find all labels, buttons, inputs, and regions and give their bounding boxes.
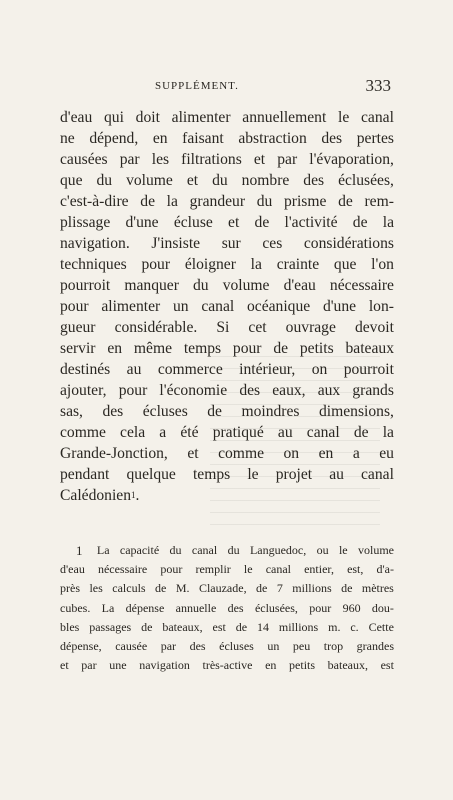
text-word: ces (262, 235, 283, 252)
footnote-word: La (96, 543, 110, 557)
text-word: ajouter, (60, 382, 107, 399)
footnote-word: de (141, 619, 153, 634)
text-word: d'eau (60, 109, 93, 126)
text-line (60, 464, 394, 485)
footnote-word: m. (328, 619, 341, 634)
text-word: de (254, 214, 270, 231)
text-word: sur (221, 235, 241, 252)
footnote-word: bles (60, 619, 80, 634)
text-word: Si (216, 319, 230, 336)
text-word: l'économie (159, 382, 228, 399)
text-word: comme (60, 424, 106, 441)
text-word: a (159, 424, 167, 441)
text-word: prisme (283, 193, 327, 210)
text-word: canal (201, 298, 235, 315)
text-word: Grande-Jonction, (60, 445, 168, 462)
footnote-word: des (189, 638, 206, 653)
footnote-word: bateaux, (162, 619, 203, 634)
footnote-word: c. (350, 619, 359, 634)
footnote-word: écluses (219, 638, 254, 653)
text-word: de (352, 214, 368, 231)
footnote-word: par (160, 638, 177, 653)
text-word: eu (379, 445, 394, 462)
text-line (60, 485, 394, 506)
text-word: manquer (124, 277, 179, 294)
text-word: du (96, 172, 113, 189)
footnote-word: les (89, 581, 103, 596)
text-line (60, 296, 394, 317)
text-word: ne (60, 130, 75, 147)
footnote-word: La (101, 600, 115, 615)
text-word: Calédonien (60, 487, 132, 504)
text-line (60, 128, 394, 149)
footnote-word: des (227, 600, 244, 615)
footnote-line (60, 560, 394, 579)
footnote-word: pour (309, 600, 332, 615)
text-word: sas, (60, 403, 83, 420)
text-word: canal (306, 424, 340, 441)
footnote-word: Cette (368, 619, 394, 634)
footnote-word: et (60, 658, 69, 673)
footnote-word: mètres (361, 581, 394, 596)
text-word: pourroit (60, 277, 111, 294)
text-word: la (382, 424, 394, 441)
text-word: a (352, 445, 360, 462)
text-word: ouvrage (285, 319, 336, 336)
text-word: d'une (125, 214, 159, 231)
text-word: faisant (182, 130, 224, 147)
text-word: la (166, 193, 178, 210)
footnote-word: passages (89, 619, 132, 634)
footnote-word: un (267, 638, 280, 653)
footnote-word: ou (316, 543, 329, 557)
text-line (60, 170, 394, 191)
text-word: de (207, 403, 222, 420)
text-word: la (250, 256, 262, 273)
text-word: on (311, 361, 328, 378)
text-word: éclusées, (338, 172, 394, 189)
text-word: abstraction (238, 130, 307, 147)
text-word: rem- (364, 193, 394, 210)
text-word: annuellement (242, 109, 327, 126)
text-word: considérable. (114, 319, 198, 336)
text-word: d'eau (283, 277, 316, 294)
footnote-word: M. (175, 581, 190, 596)
footnote-word: cubes. (60, 600, 91, 615)
text-word: nécessaire (329, 277, 394, 294)
text-word: en (107, 340, 123, 357)
footnote-word: du (169, 543, 182, 557)
text-word: qui (103, 109, 124, 126)
footnote-word: le (338, 543, 348, 557)
footnote-word: millions (278, 619, 319, 634)
text-word: par (119, 151, 140, 168)
text-word: temps (183, 340, 222, 357)
running-head: SUPPLÉMENT. (155, 80, 239, 92)
footnote-word: de (341, 581, 353, 596)
text-word: et (253, 151, 266, 168)
text-word: cet (248, 319, 267, 336)
text-word: par (277, 151, 298, 168)
text-word: techniques (60, 256, 127, 273)
footnote-word: Languedoc, (249, 543, 307, 557)
text-line (60, 422, 394, 443)
text-word: pour (60, 298, 89, 315)
text-word: alimenter (171, 109, 231, 126)
text-word: navigation. (60, 235, 130, 252)
footnote-word: très-active (202, 658, 253, 673)
text-word: gueur (60, 319, 96, 336)
footnote-word: d'eau (60, 562, 85, 577)
text-word: pourroit (343, 361, 394, 378)
text-word: les (151, 151, 170, 168)
text-word: destinés (60, 361, 111, 378)
footnote-word: près (60, 581, 80, 596)
text-word: pour (232, 340, 262, 357)
text-word: bateaux (345, 340, 394, 357)
text-word: comme (218, 445, 264, 462)
text-word: aux (317, 382, 341, 399)
text-word: eaux, (272, 382, 306, 399)
footnote-word: remplir (195, 562, 231, 577)
text-word: grands (352, 382, 394, 399)
footnote-word: nécessaire (97, 562, 148, 577)
text-word: que (60, 172, 83, 189)
text-word: au (126, 361, 142, 378)
text-word: J'insiste (151, 235, 201, 252)
text-word: dimensions, (318, 403, 394, 420)
footnote-word: de (256, 581, 268, 596)
text-word: écluse (173, 214, 213, 231)
footnote-line (60, 599, 394, 618)
text-word: au (277, 424, 293, 441)
footnote-line (60, 579, 394, 598)
text-word: des (321, 130, 343, 147)
text-word: intérieur, (239, 361, 296, 378)
text-word: plissage (60, 214, 111, 231)
text-line (60, 233, 394, 254)
footnote-word: 960 (342, 600, 361, 615)
text-word: volume (222, 277, 270, 294)
footnote-word: canal (191, 543, 218, 557)
text-word: des (102, 403, 124, 420)
text-word: un (172, 298, 189, 315)
footnote-word: d'a- (376, 562, 394, 577)
text-line (60, 191, 394, 212)
text-word: en (318, 445, 334, 462)
footnote-word: en (265, 658, 277, 673)
text-word: que (333, 256, 357, 273)
footnote-word: dou- (371, 600, 394, 615)
page-number: 333 (365, 76, 391, 95)
text-word: c'est-à-dire (60, 193, 129, 210)
text-word: alimenter (101, 298, 161, 315)
footnote-word: annuelle (175, 600, 217, 615)
footnote-reference: 1 (131, 490, 136, 500)
text-word: volume (126, 172, 173, 189)
text-word: de (353, 424, 369, 441)
footnote-word: millions (292, 581, 332, 596)
footnote-word: le (243, 562, 253, 577)
footnote-word: entier, (304, 562, 334, 577)
text-word: doit (135, 109, 160, 126)
footnote-word: éclusées, (254, 600, 298, 615)
footnote-word: dépense (125, 600, 165, 615)
text-word: le (247, 466, 259, 483)
text-word: quelque (126, 466, 176, 483)
text-word: commerce (157, 361, 223, 378)
text-word: la (382, 214, 394, 231)
text-line (60, 359, 394, 380)
footnote-word: est, (347, 562, 364, 577)
footnote-word: volume (358, 543, 394, 557)
text-word: cela (120, 424, 146, 441)
text-line (60, 254, 394, 275)
footnote-word: est (212, 619, 226, 634)
footnote-line (60, 656, 394, 675)
text-word: du (256, 193, 273, 210)
footnote-word: peu (292, 638, 311, 653)
footnote-word: 7 (276, 581, 283, 596)
footnote-word: navigation (139, 658, 190, 673)
text-word: du (193, 277, 209, 294)
footnote-word: est (380, 658, 394, 673)
text-word: grandeur (189, 193, 246, 210)
text-word: temps (192, 466, 231, 483)
text-word: considérations (303, 235, 394, 252)
page-header (60, 78, 393, 100)
text-line (60, 275, 394, 296)
text-word: pertes (356, 130, 394, 147)
footnote-word: une (109, 658, 127, 673)
footnote-word: trop (323, 638, 344, 653)
text-word: on (283, 445, 300, 462)
footnote-line (60, 637, 394, 656)
footnote-word: petits (289, 658, 316, 673)
text-word: été (180, 424, 199, 441)
text-word: lon- (368, 298, 394, 315)
text-word: pour (118, 382, 148, 399)
text-word: de (273, 340, 289, 357)
text-word: océanique (246, 298, 311, 315)
main-text (60, 107, 394, 506)
text-word: l'on (371, 256, 394, 273)
footnote-word: bateaux, (327, 658, 368, 673)
text-line (60, 338, 394, 359)
text-word: moindres (241, 403, 300, 420)
text-word: des (303, 172, 325, 189)
text-word: même (133, 340, 172, 357)
footnote-word: par (81, 658, 97, 673)
text-line (60, 107, 394, 128)
text-word: de (338, 193, 353, 210)
footnote-word: dépense, (60, 638, 102, 653)
text-word: de (140, 193, 155, 210)
text-word: des (239, 382, 261, 399)
text-word: nombre (241, 172, 290, 189)
footnote-line (60, 618, 394, 637)
footnote-word: Clauzade, (198, 581, 247, 596)
text-word: l'évaporation, (309, 151, 394, 168)
text-line (60, 212, 394, 233)
text-word: pendant (60, 466, 110, 483)
text-word: du (212, 172, 228, 189)
footnote-word: pour (160, 562, 183, 577)
text-word: causées (60, 151, 108, 168)
text-line (60, 380, 394, 401)
footnote-word: de (155, 581, 167, 596)
text-word: le (338, 109, 350, 126)
text-word: pratiqué (212, 424, 264, 441)
footnote-word: grandes (356, 638, 394, 653)
text-word: projet (275, 466, 313, 483)
text-word: et (186, 172, 199, 189)
footnote-marker: 1 (76, 543, 83, 558)
text-word: éloigner (184, 256, 236, 273)
footnote-word: 14 (257, 619, 269, 634)
footnote-word: de (235, 619, 248, 634)
text-word: au (329, 466, 344, 483)
text-word: servir (60, 340, 96, 357)
text-word: dépend, (89, 130, 139, 147)
footnote-word: capacité (119, 543, 160, 557)
text-line (60, 401, 394, 422)
text-word: crainte (276, 256, 320, 273)
text-word: écluses (142, 403, 188, 420)
text-word: d'une (322, 298, 357, 315)
footnote-word: causée (115, 638, 148, 653)
footnote-word: du (227, 543, 240, 557)
text-line (60, 149, 394, 170)
footnote-word: canal (265, 562, 291, 577)
text-word: filtrations (181, 151, 242, 168)
text-word: canal (361, 466, 394, 483)
text-word: devoit (354, 319, 394, 336)
text-line (60, 443, 394, 464)
text-word: l'activité (284, 214, 338, 231)
footnote-word: calculs (112, 581, 146, 596)
footnote-line (60, 541, 394, 560)
text-line (60, 317, 394, 338)
text-word: et (187, 445, 199, 462)
text-word: et (228, 214, 240, 231)
text-word: . (135, 487, 140, 504)
text-word: pour (141, 256, 171, 273)
text-word: canal (361, 109, 394, 126)
text-word: en (152, 130, 168, 147)
footnote (60, 541, 394, 675)
text-word: petits (299, 340, 334, 357)
